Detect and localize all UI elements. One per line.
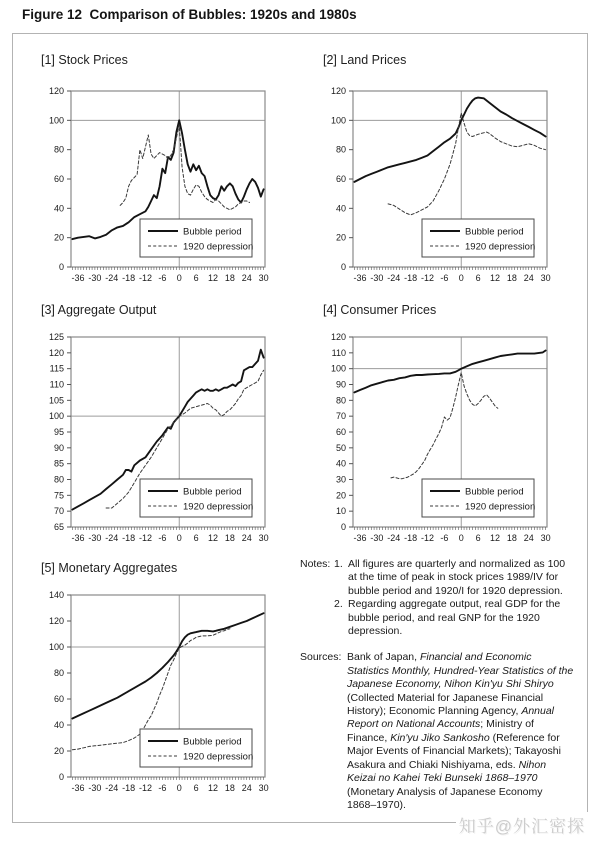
legend-label: Bubble period <box>465 226 524 238</box>
x-tick-label: -36 <box>71 273 85 283</box>
x-tick-label: -24 <box>387 273 401 283</box>
y-tick-label: 85 <box>53 458 64 469</box>
chart-consumer-prices <box>313 297 593 553</box>
x-tick-label: -24 <box>105 273 119 283</box>
chart-title: [3] Aggregate Output <box>41 303 157 317</box>
chart-title: [5] Monetary Aggregates <box>41 561 178 575</box>
series-1920-depression <box>391 373 498 479</box>
x-tick-label: -30 <box>88 783 102 793</box>
x-tick-label: -6 <box>440 533 449 543</box>
x-tick-label: -24 <box>105 783 119 793</box>
x-tick-label: 24 <box>241 273 252 283</box>
source-text-run: ; Ministry of Finance, <box>347 718 534 744</box>
x-tick-label: 30 <box>258 783 269 793</box>
y-tick-label: 40 <box>335 203 346 214</box>
y-tick-label: 0 <box>58 772 64 782</box>
y-tick-label: 90 <box>335 379 346 390</box>
y-tick-label: 105 <box>48 395 64 406</box>
notes-block <box>300 558 574 812</box>
x-tick-label: -30 <box>370 273 384 283</box>
note-number: 1. <box>334 558 343 570</box>
y-tick-label: 115 <box>49 363 64 374</box>
source-text-run: Bank of Japan, <box>347 651 420 664</box>
y-tick-label: 80 <box>53 668 64 678</box>
x-tick-label: 0 <box>458 533 464 543</box>
legend-label: Bubble period <box>183 736 242 748</box>
x-tick-label: -30 <box>370 533 384 543</box>
x-tick-label: 0 <box>176 273 182 283</box>
x-tick-label: -18 <box>122 783 136 793</box>
y-tick-label: 0 <box>340 522 346 532</box>
x-tick-label: -12 <box>138 533 153 543</box>
y-tick-label: 110 <box>331 347 346 358</box>
x-tick-label: 6 <box>475 533 481 543</box>
y-tick-label: 40 <box>53 203 64 214</box>
x-tick-label: -12 <box>420 533 435 543</box>
x-tick-label: 6 <box>193 783 199 793</box>
x-tick-label: 0 <box>458 273 464 283</box>
y-tick-label: 80 <box>335 144 346 155</box>
x-tick-label: 18 <box>224 273 235 283</box>
y-tick-label: 30 <box>335 474 346 485</box>
y-tick-label: 70 <box>53 506 64 517</box>
x-tick-label: 18 <box>506 533 517 543</box>
x-tick-label: -12 <box>138 783 153 793</box>
y-tick-label: 60 <box>53 174 64 184</box>
y-tick-label: 20 <box>53 232 64 243</box>
figure-border-box <box>12 33 588 823</box>
x-tick-label: 12 <box>489 273 500 283</box>
x-tick-label: 24 <box>523 533 534 543</box>
chart-canvas <box>313 47 593 295</box>
x-tick-label: 18 <box>224 533 235 543</box>
chart-title: [2] Land Prices <box>323 53 407 67</box>
y-tick-label: 20 <box>335 490 346 501</box>
x-tick-label: -12 <box>420 273 435 283</box>
legend-label: 1920 depression <box>465 501 536 513</box>
source-text-run: (Reference for Major Events of Financial Markets); Takayoshi Asakura and Chiaki Nishiyama, eds. <box>347 731 561 771</box>
source-text-run: (Collected Material for Japanese Financial History); Economic Planning Agency, <box>347 691 544 718</box>
y-tick-label: 125 <box>48 332 64 342</box>
y-tick-label: 75 <box>53 490 64 501</box>
series-bubble-period <box>354 351 545 393</box>
x-tick-label: 30 <box>540 533 551 543</box>
x-tick-label: -36 <box>71 533 85 543</box>
x-tick-label: 0 <box>176 533 182 543</box>
x-tick-label: -36 <box>353 533 367 543</box>
y-tick-label: 40 <box>335 458 346 469</box>
source-title: Annual Report on National Accounts <box>347 705 555 731</box>
source-text-run: (Monetary Analysis of Japanese Economy 1868–1970). <box>347 785 543 811</box>
y-tick-label: 60 <box>53 694 64 704</box>
x-tick-label: 30 <box>258 273 269 283</box>
y-tick-label: 50 <box>335 442 346 453</box>
x-tick-label: 30 <box>540 273 551 283</box>
sources-label: Sources: <box>300 651 342 664</box>
x-tick-label: 18 <box>224 783 235 793</box>
legend-label: 1920 depression <box>183 501 254 513</box>
y-tick-label: 20 <box>335 232 346 243</box>
y-tick-label: 120 <box>330 332 346 342</box>
x-tick-label: 18 <box>506 273 517 283</box>
chart-monetary-aggregates <box>31 555 311 805</box>
source-title: Kin'yu Jiko Sankosho <box>390 731 490 744</box>
x-tick-label: 6 <box>193 273 199 283</box>
y-tick-label: 120 <box>48 616 64 626</box>
x-tick-label: -36 <box>353 273 367 283</box>
chart-canvas <box>31 47 311 295</box>
y-tick-label: 0 <box>58 262 64 272</box>
series-bubble-period <box>72 613 263 718</box>
notes-row <box>300 558 574 638</box>
note-item <box>334 558 574 598</box>
y-tick-label: 80 <box>335 395 346 406</box>
legend-label: Bubble period <box>465 486 524 498</box>
chart-aggregate-output <box>31 297 311 553</box>
y-tick-label: 0 <box>340 262 346 272</box>
x-tick-label: -24 <box>105 533 119 543</box>
figure-title: Figure 12 Comparison of Bubbles: 1920s and 1980s <box>22 7 357 22</box>
y-tick-label: 100 <box>48 642 64 652</box>
note-number: 2. <box>334 598 343 611</box>
x-tick-label: 6 <box>193 533 199 543</box>
y-tick-label: 110 <box>49 379 64 390</box>
y-tick-label: 120 <box>48 86 64 96</box>
x-tick-label: -24 <box>387 533 401 543</box>
source-title: Nihon Keizai no Kahei Teki Bunseki 1868–1970 <box>347 758 547 785</box>
x-tick-label: -6 <box>158 273 167 283</box>
x-tick-label: -6 <box>440 273 449 283</box>
x-tick-label: -6 <box>158 783 167 793</box>
x-tick-label: -30 <box>88 533 102 543</box>
y-tick-label: 10 <box>335 506 346 517</box>
chart-canvas <box>31 297 311 553</box>
x-tick-label: 12 <box>489 533 500 543</box>
x-tick-label: 24 <box>241 783 252 793</box>
chart-canvas <box>313 297 593 553</box>
y-tick-label: 90 <box>53 442 64 453</box>
x-tick-label: 0 <box>176 783 182 793</box>
x-tick-label: -18 <box>404 273 418 283</box>
chart-title: [4] Consumer Prices <box>323 303 437 317</box>
y-tick-label: 120 <box>330 86 346 96</box>
legend-label: Bubble period <box>183 486 242 498</box>
x-tick-label: -12 <box>138 273 153 283</box>
x-tick-label: 24 <box>523 273 534 283</box>
y-tick-label: 95 <box>53 427 64 437</box>
y-tick-label: 100 <box>330 363 346 374</box>
legend-label: 1920 depression <box>183 241 254 253</box>
y-tick-label: 80 <box>53 144 64 155</box>
y-tick-label: 65 <box>53 522 64 532</box>
x-tick-label: -18 <box>404 533 418 543</box>
x-tick-label: 12 <box>207 533 218 543</box>
x-tick-label: 6 <box>475 273 481 283</box>
y-tick-label: 70 <box>335 411 346 422</box>
series-1920-depression <box>120 125 249 210</box>
x-tick-label: 30 <box>258 533 269 543</box>
legend-label: 1920 depression <box>183 751 254 763</box>
legend-label: 1920 depression <box>465 241 536 253</box>
chart-stock-prices <box>31 47 311 295</box>
y-tick-label: 120 <box>48 347 64 358</box>
sources-text <box>347 651 574 812</box>
note-text: Regarding aggregate output, real GDP for the bubble period, and real GNP for the 1920 depression. <box>348 598 561 638</box>
y-tick-label: 80 <box>53 474 64 485</box>
x-tick-label: -36 <box>71 783 85 793</box>
notes-label: Notes: <box>300 558 331 570</box>
chart-title: [1] Stock Prices <box>41 53 128 67</box>
y-tick-label: 100 <box>330 115 346 126</box>
y-tick-label: 20 <box>53 746 64 756</box>
x-tick-label: 12 <box>207 273 218 283</box>
y-tick-label: 40 <box>53 720 64 730</box>
note-text: All figures are quarterly and normalized as 100 at the time of peak in stock prices 1989/IV for bubble period and 1920/I for 1920 depression. <box>348 558 566 597</box>
y-tick-label: 100 <box>48 411 64 422</box>
note-item <box>334 598 574 638</box>
source-title: Financial and Economic Statistics Monthly, Hundred-Year Statistics of the Japanese Economy, Nihon Kin'yu Shi Shiryo <box>347 651 574 691</box>
y-tick-label: 60 <box>335 427 346 437</box>
x-tick-label: -6 <box>158 533 167 543</box>
sources-row <box>300 651 574 812</box>
series-1920-depression <box>388 113 545 215</box>
watermark: 知乎@外汇密探 <box>456 812 588 837</box>
legend-label: Bubble period <box>183 226 242 238</box>
chart-canvas <box>31 555 311 805</box>
notes-items <box>334 558 574 638</box>
x-tick-label: 24 <box>241 533 252 543</box>
x-tick-label: -18 <box>122 273 136 283</box>
x-tick-label: -30 <box>88 273 102 283</box>
x-tick-label: 12 <box>207 783 218 793</box>
y-tick-label: 60 <box>335 174 346 184</box>
y-tick-label: 140 <box>48 590 64 600</box>
x-tick-label: -18 <box>122 533 136 543</box>
series-bubble-period <box>354 98 545 182</box>
chart-land-prices <box>313 47 593 295</box>
y-tick-label: 100 <box>48 115 64 126</box>
